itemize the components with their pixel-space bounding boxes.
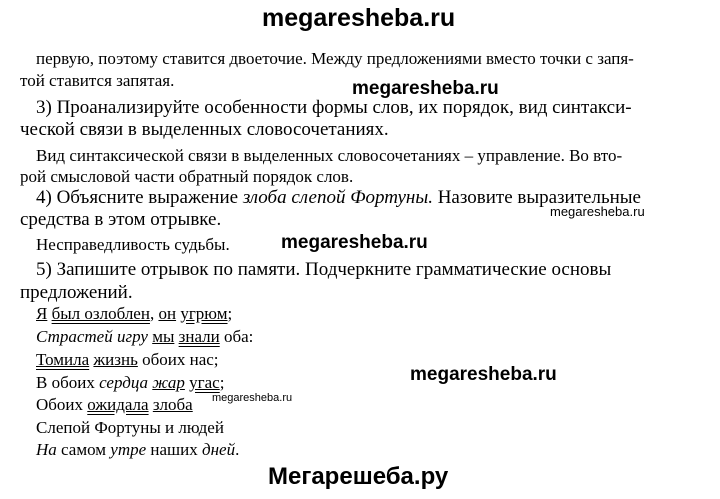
text: ; [219, 373, 225, 392]
text: сердца [99, 373, 149, 392]
predicate: был озлоблен [51, 304, 150, 323]
poem-line-3 [36, 351, 219, 368]
text: Обоих [36, 395, 88, 414]
watermark: megaresheba.ru [212, 392, 293, 404]
subject: жар [152, 373, 185, 392]
answer-3: Вид синтаксической связи в выделенных словосочетаниях – управление. Во вто- [36, 146, 623, 165]
text-line: той ставится запятая. [20, 71, 175, 90]
text-line: первую, поэтому ставится двоеточие. Между предложениями вместо точки с запя- [36, 49, 634, 68]
poem-line-7 [36, 441, 239, 458]
poem-line-6 [36, 419, 224, 436]
question-4-italic: злоба слепой Фортуны. [242, 187, 433, 208]
text: самом [56, 440, 111, 459]
question-5: 5) Запишите отрывок по памяти. Подчеркните грамматические основы [36, 259, 612, 280]
watermark: megaresheba.ru [410, 364, 557, 385]
poem-line-2 [36, 328, 253, 345]
watermark: megaresheba.ru [281, 232, 428, 253]
question-5-cont: предложений. [20, 282, 133, 303]
question-3: 3) Проанализируйте особенности формы слов, их порядок, вид синтакси- [36, 97, 632, 118]
predicate: Томила [36, 350, 90, 369]
predicate: ожидала [87, 395, 149, 414]
answer-4: Несправедливость судьбы. [36, 235, 230, 254]
text: оба: [219, 327, 254, 346]
text: дней [202, 440, 236, 459]
poem-line-4 [36, 374, 224, 391]
predicate: угрюм [180, 304, 228, 323]
watermark: megaresheba.ru [352, 78, 499, 99]
watermark: megaresheba.ru [550, 204, 645, 219]
text: В обоих [36, 373, 100, 392]
text: . [235, 440, 240, 459]
question-4-post: Назовите выразительные [432, 187, 641, 208]
text: ; [227, 304, 233, 323]
text: Слепой Фортуны и людей [36, 418, 224, 437]
subject: мы [152, 327, 175, 346]
predicate: знали [178, 327, 220, 346]
question-4-cont: средства в этом отрывке. [20, 209, 222, 230]
text: , [149, 304, 159, 323]
subject: жизнь [93, 350, 138, 369]
watermark-top: megaresheba.ru [262, 4, 456, 32]
question-3-cont: ческой связи в выделенных словосочетаниях. [20, 119, 389, 140]
text: На [36, 440, 57, 459]
answer-3-cont: рой смысловой части обратный порядок слов. [20, 167, 354, 186]
text: наших [146, 440, 202, 459]
text: обоих нас; [137, 350, 219, 369]
text: Страстей игру [36, 327, 148, 346]
poem-line-1 [36, 305, 232, 322]
predicate: угас [189, 373, 220, 392]
subject: злоба [152, 395, 193, 414]
watermark-bottom: Мегарешеба.ру [268, 463, 449, 490]
question-4-pre: 4) Объясните выражение [36, 187, 243, 208]
subject: он [158, 304, 177, 323]
subject: Я [36, 304, 48, 323]
poem-line-5 [36, 396, 193, 413]
text: утре [110, 440, 147, 459]
